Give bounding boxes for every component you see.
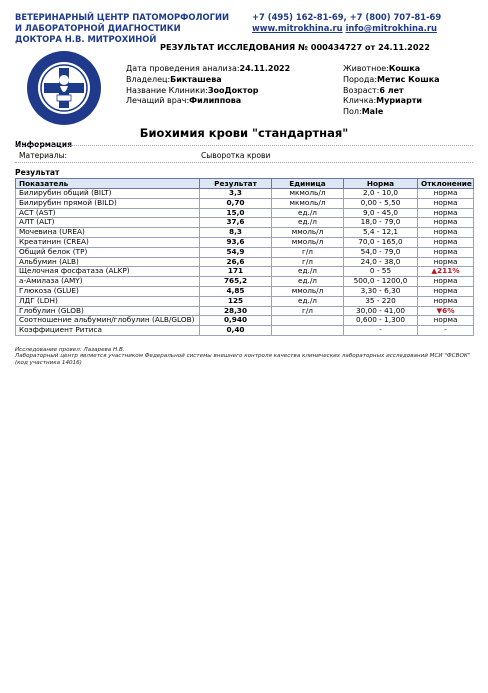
table-row — [16, 247, 474, 257]
animal-sex: Пол:Male — [343, 107, 384, 117]
reference-range-cell: 5,4 - 12,1 — [344, 228, 418, 238]
result-value-cell: 171 — [200, 267, 272, 277]
org-contacts — [252, 12, 441, 34]
reference-range-cell: 2,0 - 10,0 — [344, 189, 418, 199]
unit-cell — [272, 326, 344, 336]
table-row — [16, 296, 474, 306]
sample-meta-left — [126, 64, 290, 107]
result-value-cell: 0,940 — [200, 316, 272, 326]
material-label: Материалы: — [19, 151, 68, 160]
clinic-logo — [26, 50, 102, 126]
deviation-cell: норма — [418, 257, 474, 267]
info-heading: Информация — [15, 140, 72, 149]
material-value: Сыворотка крови — [201, 151, 271, 160]
reference-range-cell: 0 - 55 — [344, 267, 418, 277]
unit-cell: ед./л — [272, 267, 344, 277]
deviation-cell: норма — [418, 296, 474, 306]
result-value-cell: 26,6 — [200, 257, 272, 267]
owner: Владелец:Бикташева — [126, 74, 222, 84]
org-name-line: ДОКТОРА Н.В. МИТРОХИНОЙ — [15, 34, 157, 44]
email-link[interactable]: info@mitrokhina.ru — [345, 23, 437, 33]
deviation-cell: норма — [418, 218, 474, 228]
deviation-cell: норма — [418, 198, 474, 208]
result-value-cell: 0,40 — [200, 326, 272, 336]
column-header: Показатель — [16, 179, 200, 189]
reference-range-cell: 18,0 - 79,0 — [344, 218, 418, 228]
deviation-cell: норма — [418, 208, 474, 218]
unit-cell: ммоль/л — [272, 237, 344, 247]
result-number-title: РЕЗУЛЬТАТ ИССЛЕДОВАНИЯ № 000434727 от 24.11.2022 — [160, 42, 430, 52]
results-table — [15, 178, 474, 336]
test-name-cell: Глобулин (GLOB) — [16, 306, 200, 316]
result-value-cell: 8,3 — [200, 228, 272, 238]
org-name-line: ВЕТЕРИНАРНЫЙ ЦЕНТР ПАТОМОРФОЛОГИИ — [15, 12, 229, 22]
deviation-cell: ▲211% — [418, 267, 474, 277]
animal-age: Возраст:6 лет — [343, 85, 404, 95]
deviation-cell: норма — [418, 237, 474, 247]
table-row — [16, 208, 474, 218]
unit-cell: г/л — [272, 257, 344, 267]
test-name-cell: ЛДГ (LDH) — [16, 296, 200, 306]
test-name-cell: Щелочная фосфатаза (ALKP) — [16, 267, 200, 277]
test-name-cell: Соотношение альбумин/глобулин (ALB/GLOB) — [16, 316, 200, 326]
reference-range-cell: 9,0 - 45,0 — [344, 208, 418, 218]
reference-range-cell: 30,00 - 41,00 — [344, 306, 418, 316]
test-name-cell: Креатинин (CREA) — [16, 237, 200, 247]
table-row — [16, 267, 474, 277]
phone-numbers: +7 (495) 162-81-69, +7 (800) 707-81-69 — [252, 12, 442, 22]
test-name-cell: АСТ (AST) — [16, 208, 200, 218]
test-name-cell: Билирубин общий (BILT) — [16, 189, 200, 199]
column-header: Единица — [272, 179, 344, 189]
quality-note: Лабораторный центр является участником Федеральной системы внешнего контроля качества клинических лабораторных исследований МСИ "ФСВОК" (код участника 14016) — [15, 353, 471, 366]
reference-range-cell: - — [344, 326, 418, 336]
unit-cell — [272, 316, 344, 326]
result-value-cell: 765,2 — [200, 277, 272, 287]
test-name-cell: Коэффициент Ритиса — [16, 326, 200, 336]
unit-cell: ед./л — [272, 277, 344, 287]
contact-links — [252, 23, 441, 34]
animal-species: Животное:Кошка — [343, 64, 421, 73]
reference-range-cell: 70,0 - 165,0 — [344, 237, 418, 247]
deviation-cell: ▼6% — [418, 306, 474, 316]
material-row — [15, 145, 473, 163]
result-value-cell: 3,3 — [200, 189, 272, 199]
website-link[interactable]: www.mitrokhina.ru — [252, 23, 343, 33]
performed-by: Исследование провел: Лазарева Н.В. — [15, 347, 125, 353]
test-name-cell: Общий белок (TP) — [16, 247, 200, 257]
column-header: Норма — [344, 179, 418, 189]
unit-cell: ед./л — [272, 218, 344, 228]
table-row — [16, 189, 474, 199]
reference-range-cell: 24,0 - 38,0 — [344, 257, 418, 267]
attending-vet: Лечащий врач:Филиппова — [126, 96, 242, 106]
reference-range-cell: 0,600 - 1,300 — [344, 316, 418, 326]
table-row — [16, 306, 474, 316]
animal-breed: Порода:Метис Кошка — [343, 74, 440, 84]
table-row — [16, 277, 474, 287]
deviation-cell: норма — [418, 277, 474, 287]
table-row — [16, 228, 474, 238]
table-row — [16, 218, 474, 228]
org-name-line: И ЛАБОРАТОРНОЙ ДИАГНОСТИКИ — [15, 23, 181, 33]
clinic-name: Название Клиники:ЗооДоктор — [126, 85, 259, 95]
org-name — [15, 12, 255, 45]
unit-cell: г/л — [272, 247, 344, 257]
test-name-cell: АЛТ (ALT) — [16, 218, 200, 228]
deviation-cell: норма — [418, 247, 474, 257]
document-title: Биохимия крови "стандартная" — [139, 126, 349, 140]
deviation-cell: норма — [418, 189, 474, 199]
result-value-cell: 125 — [200, 296, 272, 306]
test-name-cell: Глюкоза (GLUE) — [16, 286, 200, 296]
test-name-cell: Билирубин прямой (BILD) — [16, 198, 200, 208]
unit-cell: г/л — [272, 306, 344, 316]
unit-cell: мкмоль/л — [272, 189, 344, 199]
table-row — [16, 198, 474, 208]
table-row — [16, 326, 474, 336]
deviation-cell: норма — [418, 286, 474, 296]
column-header: Результат — [200, 179, 272, 189]
unit-cell: ед./л — [272, 296, 344, 306]
test-name-cell: Альбумин (ALB) — [16, 257, 200, 267]
unit-cell: мкмоль/л — [272, 198, 344, 208]
reference-range-cell: 500,0 - 1200,0 — [344, 277, 418, 287]
result-value-cell: 4,85 — [200, 286, 272, 296]
reference-range-cell: 54,0 - 79,0 — [344, 247, 418, 257]
deviation-cell: - — [418, 326, 474, 336]
table-row — [16, 237, 474, 247]
unit-cell: ммоль/л — [272, 286, 344, 296]
column-header: Отклонение — [418, 179, 474, 189]
table-row — [16, 316, 474, 326]
animal-name: Кличка:Муриарти — [343, 96, 423, 106]
table-row — [16, 257, 474, 267]
result-value-cell: 93,6 — [200, 237, 272, 247]
table-header-row — [16, 179, 474, 189]
analysis-date: Дата проведения анализа:24.11.2022 — [126, 64, 291, 73]
result-value-cell: 37,6 — [200, 218, 272, 228]
unit-cell: ммоль/л — [272, 228, 344, 238]
reference-range-cell: 35 - 220 — [344, 296, 418, 306]
reference-range-cell: 0,00 - 5,50 — [344, 198, 418, 208]
result-value-cell: 28,30 — [200, 306, 272, 316]
table-row — [16, 286, 474, 296]
sample-meta-right — [343, 64, 440, 118]
reference-range-cell: 3,30 - 6,30 — [344, 286, 418, 296]
result-value-cell: 0,70 — [200, 198, 272, 208]
result-value-cell: 54,9 — [200, 247, 272, 257]
test-name-cell: Мочевина (UREA) — [16, 228, 200, 238]
test-name-cell: а-Амилаза (AMY) — [16, 277, 200, 287]
result-heading: Результат — [15, 168, 60, 177]
deviation-cell: норма — [418, 228, 474, 238]
unit-cell: ед./л — [272, 208, 344, 218]
result-value-cell: 15,0 — [200, 208, 272, 218]
deviation-cell: норма — [418, 316, 474, 326]
